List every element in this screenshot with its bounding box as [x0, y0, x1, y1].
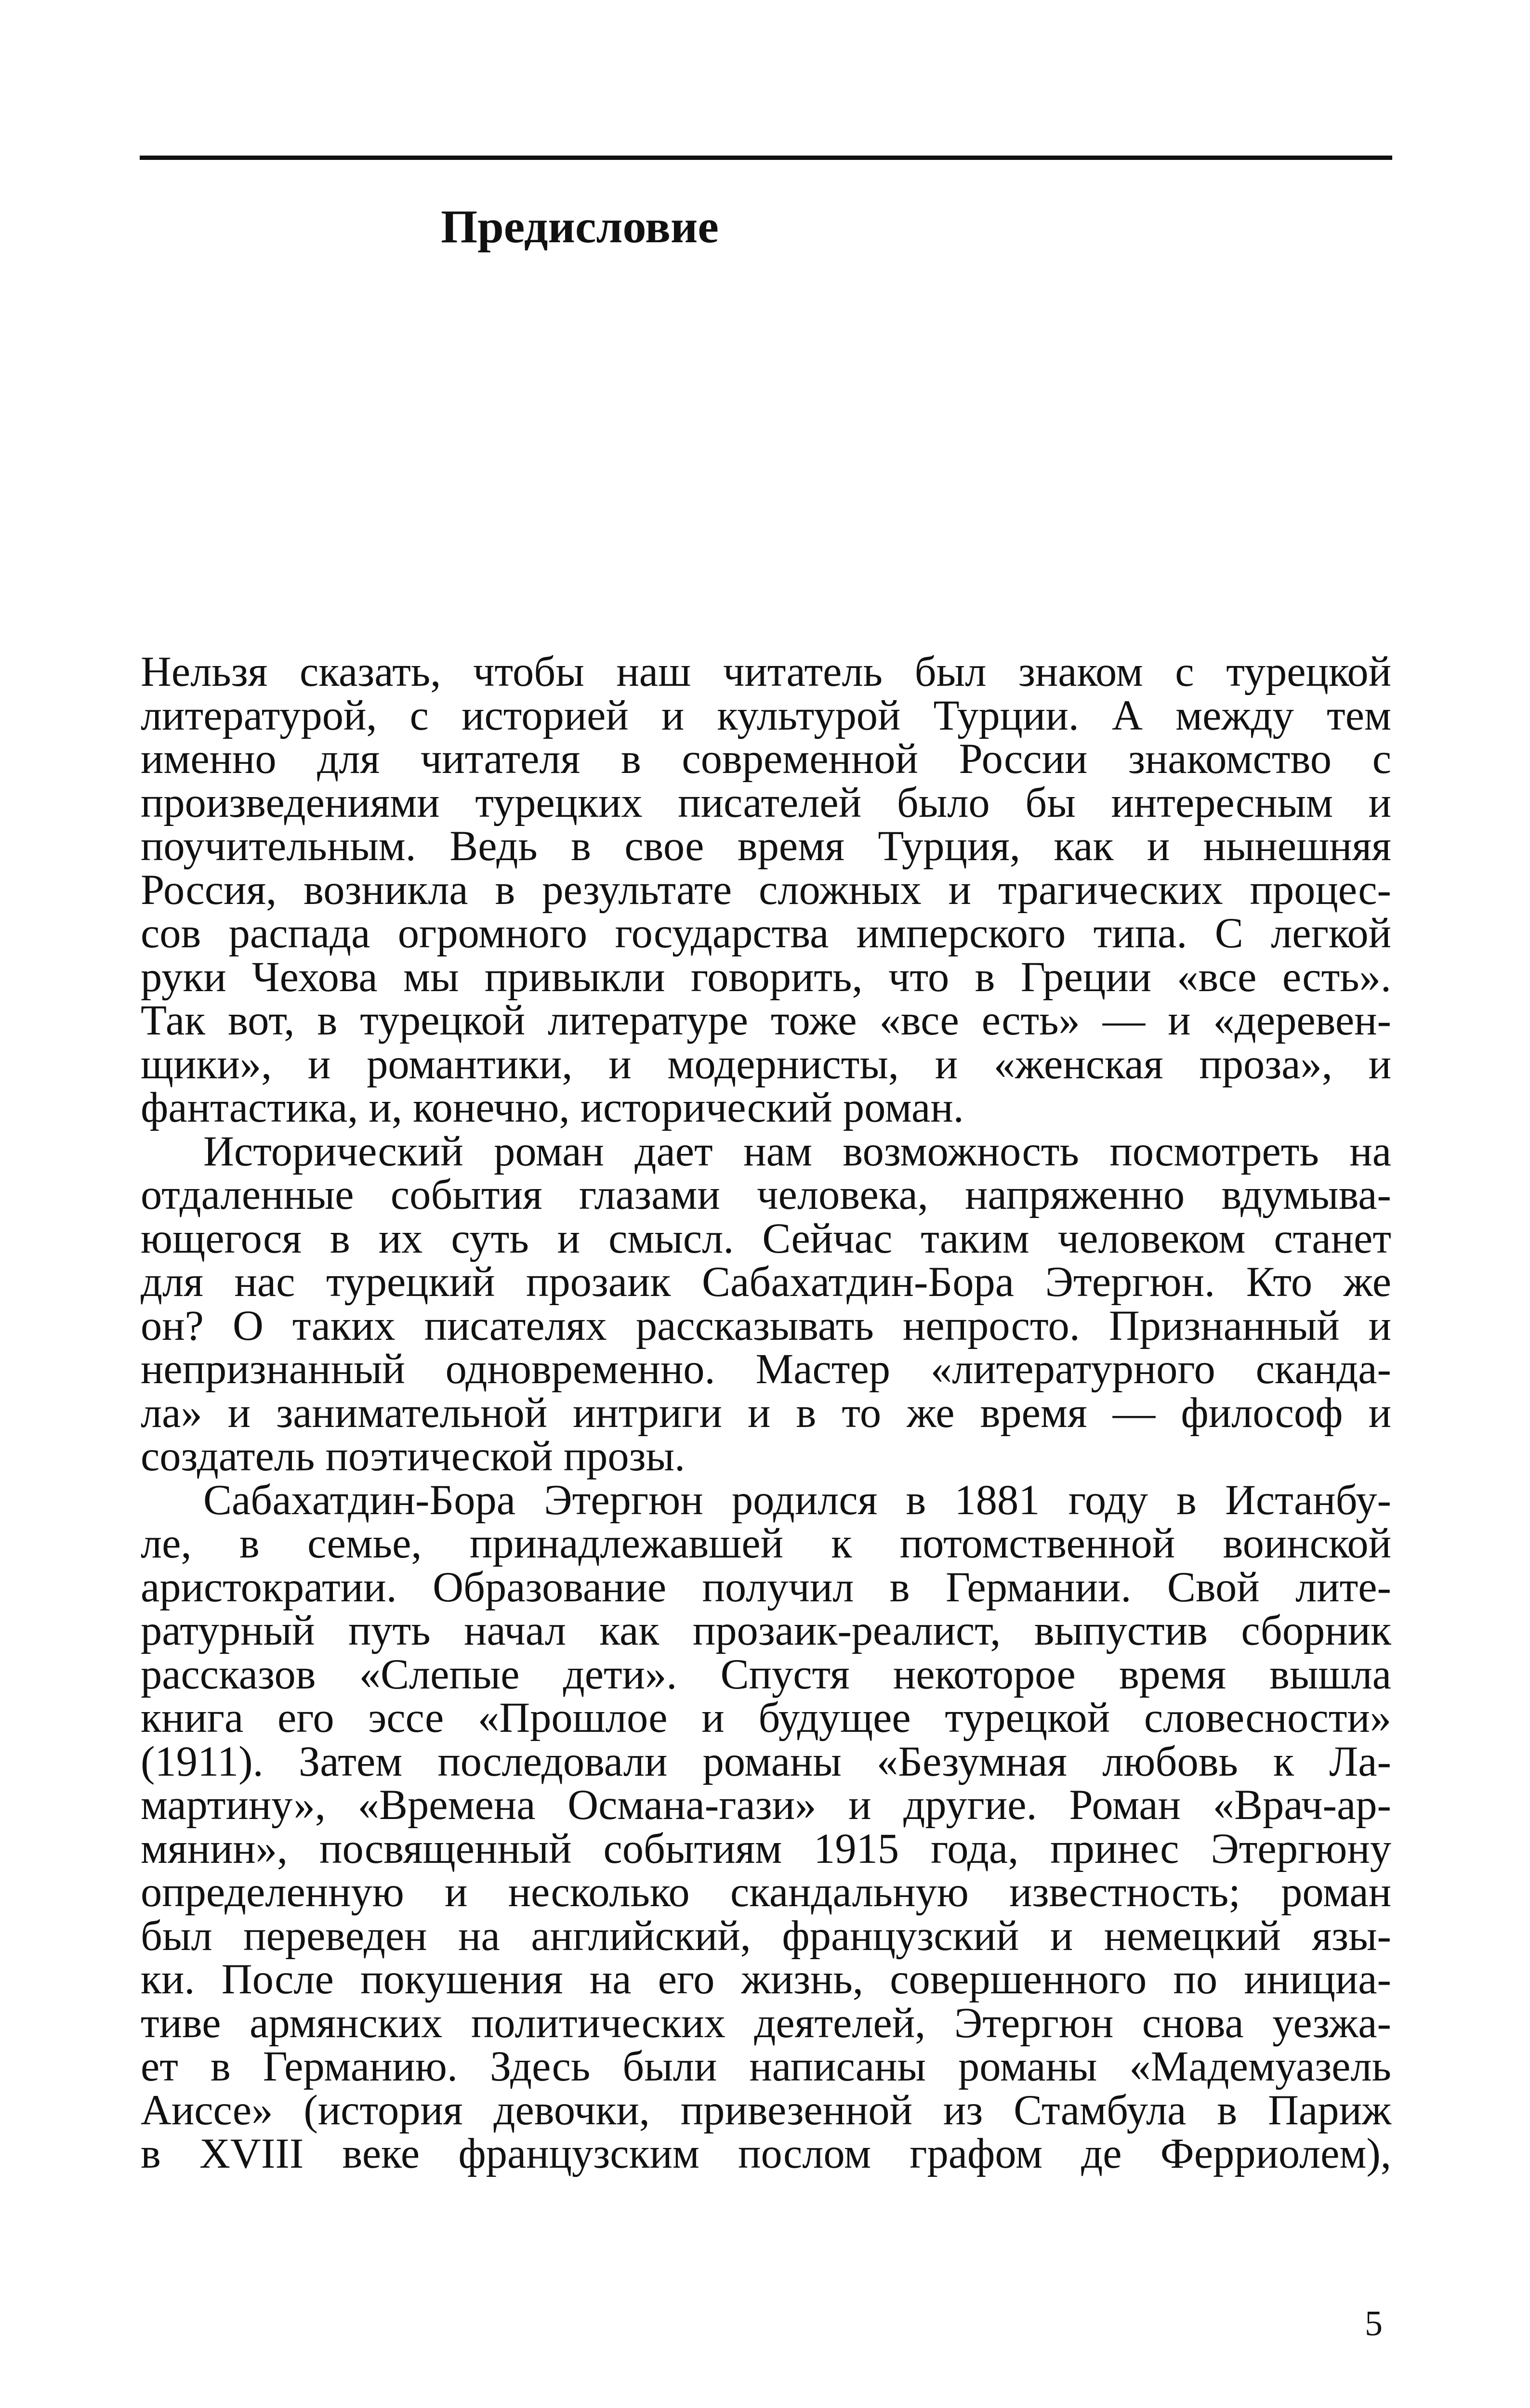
text-line: сов распада огромного государства имперского типа. С легкой — [141, 910, 1391, 957]
text-line: литературой, с историей и культурой Турции. А между тем — [141, 692, 1391, 739]
text-line: мянин», посвященный событиям 1915 года, принес Этергюну — [141, 1825, 1391, 1872]
text-line: ющегося в их суть и смысл. Сейчас таким человеком станет — [141, 1215, 1391, 1262]
text-line: отдаленные события глазами человека, напряженно вдумыва- — [141, 1171, 1391, 1218]
text-line: именно для читателя в современной России знакомство с — [141, 735, 1391, 783]
text-line: Так вот, в турецкой литературе тоже «все есть» — и «деревен- — [141, 997, 1391, 1044]
page-number: 5 — [1365, 2304, 1383, 2343]
text-line: тиве армянских политических деятелей, Этергюн снова уезжа- — [141, 1999, 1391, 2047]
text-line: руки Чехова мы привыкли говорить, что в Греции «все есть». — [141, 953, 1391, 1001]
text-line: ки. После покушения на его жизнь, совершенного по инициа- — [141, 1956, 1391, 2003]
top-rule — [140, 156, 1392, 160]
text-line: в XVIII веке французским послом графом де Ферриолем), — [141, 2130, 1391, 2177]
text-line: рассказов «Слепые дети». Спустя некоторое время вышла — [141, 1650, 1391, 1698]
paragraph — [141, 1127, 1391, 1480]
text-line: Нельзя сказать, чтобы наш читатель был знаком с турецкой — [141, 648, 1391, 695]
text-line: мартину», «Времена Османа-гази» и другие. Роман «Врач-ар- — [141, 1781, 1391, 1829]
paragraph — [141, 1476, 1391, 2177]
text-line: аристократии. Образование получил в Германии. Свой лите- — [141, 1563, 1391, 1611]
text-line: ле, в семье, принадлежавшей к потомственной воинской — [141, 1520, 1391, 1567]
text-line: фантастика, и, конечно, исторический роман. — [141, 1084, 964, 1131]
body-text — [141, 650, 1391, 2176]
paragraph — [141, 650, 1391, 1130]
text-line: поучительным. Ведь в свое время Турция, как и нынешняя — [141, 823, 1391, 870]
text-line: Исторический роман дает нам возможность посмотреть на — [203, 1127, 1391, 1175]
text-line: определенную и несколько скандальную известность; роман — [141, 1869, 1391, 1916]
text-line: Сабахатдин-Бора Этергюн родился в 1881 году в Истанбу- — [203, 1476, 1391, 1524]
text-line: ет в Германию. Здесь были написаны романы «Мадемуазель — [141, 2043, 1391, 2090]
text-line: произведениями турецких писателей было бы интересным и — [141, 779, 1391, 826]
text-line: создатель поэтической прозы. — [141, 1433, 686, 1480]
text-line: для нас турецкий прозаик Сабахатдин-Бора Этергюн. Кто же — [141, 1258, 1391, 1306]
text-line: непризнанный одновременно. Мастер «литературного сканда- — [141, 1346, 1391, 1393]
text-line: ратурный путь начал как прозаик-реалист, выпустив сборник — [141, 1607, 1391, 1654]
text-line: (1911). Затем последовали романы «Безумная любовь к Ла- — [141, 1738, 1391, 1785]
text-line: Аиссе» (история девочки, привезенной из Стамбула в Париж — [141, 2086, 1391, 2134]
text-line: книга его эссе «Прошлое и будущее турецкой словесности» — [141, 1694, 1391, 1741]
text-line: он? О таких писателях рассказывать непросто. Признанный и — [141, 1302, 1391, 1349]
text-line: ла» и занимательной интриги и в то же время — философ и — [141, 1389, 1391, 1437]
text-line: был переведен на английский, французский и немецкий язы- — [141, 1912, 1391, 1960]
text-line: Россия, возникла в результате сложных и трагических процес- — [141, 866, 1391, 914]
chapter-title: Предисловие — [441, 201, 719, 253]
text-line: щики», и романтики, и модернисты, и «женская проза», и — [141, 1040, 1391, 1088]
